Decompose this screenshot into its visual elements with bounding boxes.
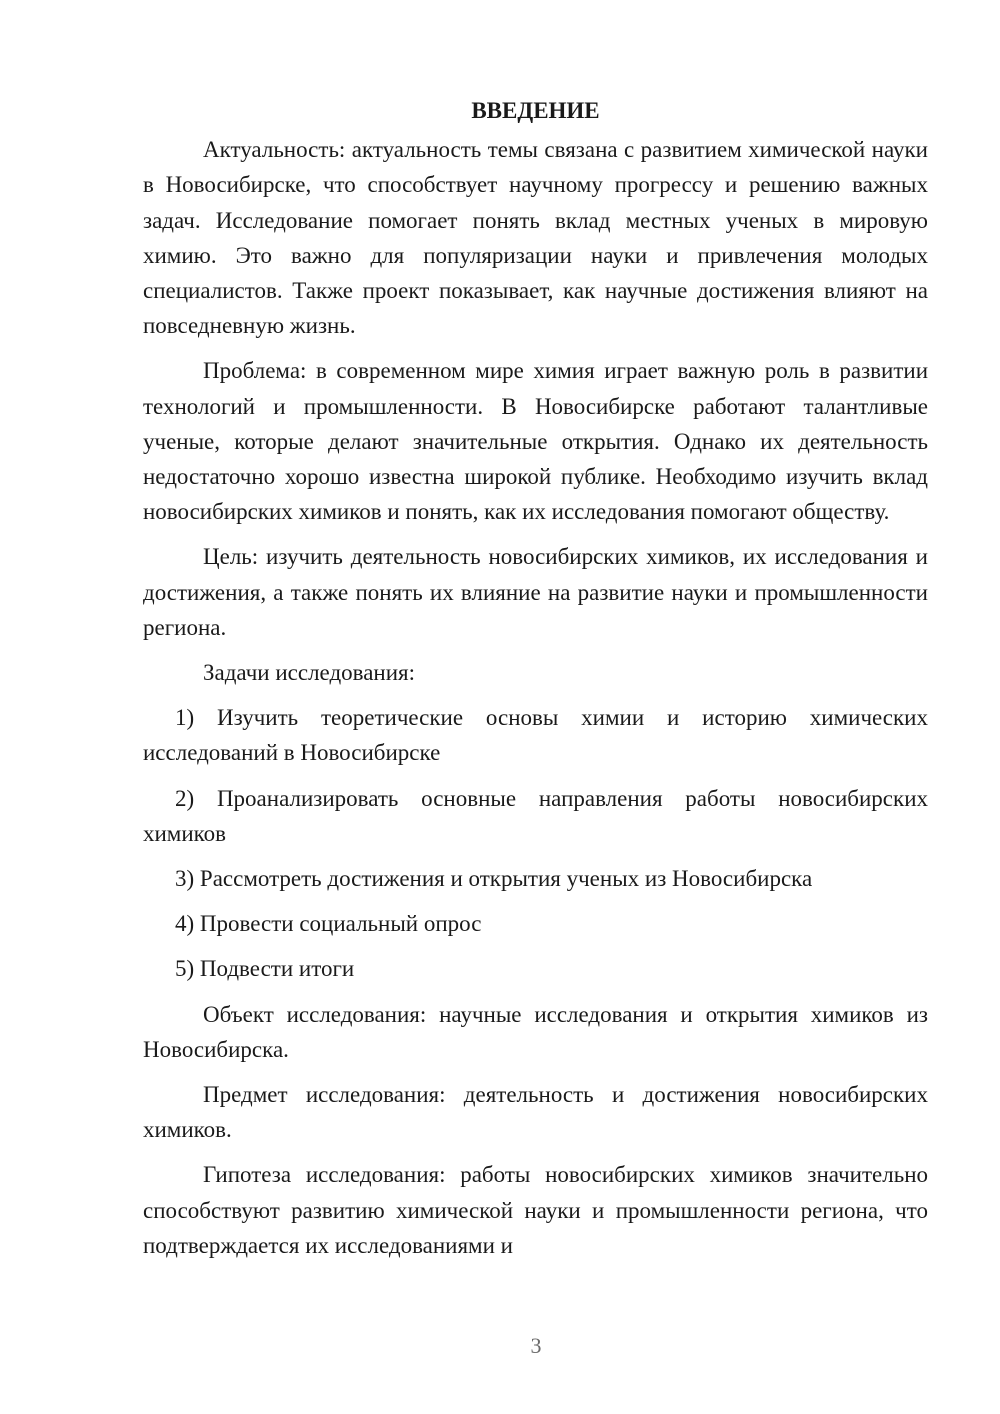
task-item: 1) Изучить теоретические основы химии и историю химических исследований в Новосибирске <box>143 705 928 766</box>
subject-paragraph: Предмет исследования: деятельность и достижения новосибирских химиков. <box>143 1082 928 1143</box>
document-page <box>143 93 928 1273</box>
page-title: ВВЕДЕНИЕ <box>471 98 600 123</box>
page-number: 3 <box>530 1333 542 1358</box>
task-item: 5) Подвести итоги <box>175 956 355 982</box>
tasks-heading: Задачи исследования: <box>203 660 416 686</box>
object-paragraph: Объект исследования: научные исследования и открытия химиков из Новосибирска. <box>143 1001 928 1062</box>
goal-paragraph: Цель: изучить деятельность новосибирских химиков, их исследования и достижения, а также понять их влияние на развитие науки и промышленности региона. <box>143 544 928 640</box>
hypothesis-paragraph: Гипотеза исследования: работы новосибирских химиков значительно способствуют развитию химической науки и промышленности региона, что подтверждается их исследованиями и <box>143 1162 928 1258</box>
relevance-paragraph: Актуальность: актуальность темы связана с развитием химической науки в Новосибирске, что способствует научному прогрессу и решению важных задач. Исследование помогает понять вклад местных ученых в мировую химию. Это важно для популяризации науки и привлечения молодых специалистов. Также проект показывает, как научные достижения влияют на повседневную жизнь. <box>143 137 928 339</box>
task-item: 4) Провести социальный опрос <box>175 911 482 937</box>
problem-paragraph: Проблема: в современном мире химия играет важную роль в развитии технологий и промышленности. В Новосибирске работают талантливые ученые, которые делают значительные открытия. Однако их деятельность недостаточно хорошо известна широкой публике. Необходимо изучить вклад новосибирских химиков и понять, как их исследования помогают обществу. <box>143 358 928 525</box>
task-item: 2) Проанализировать основные направления работы новосибирских химиков <box>143 785 928 846</box>
task-item: 3) Рассмотреть достижения и открытия ученых из Новосибирска <box>175 866 813 892</box>
